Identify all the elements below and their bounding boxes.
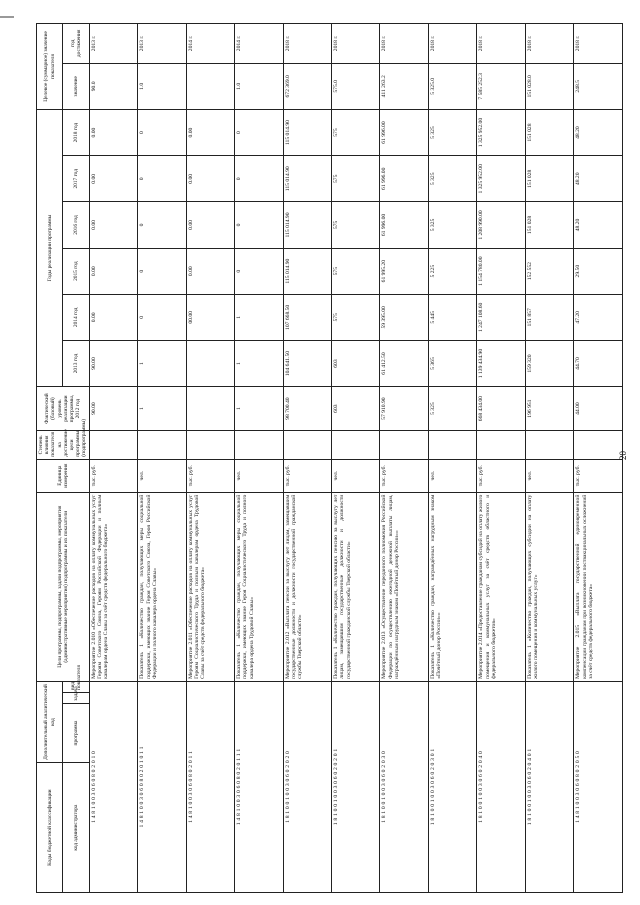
year-value-cell: 0.00 <box>89 109 137 155</box>
header-target-group: Целевое (суммарное) значение показателя <box>37 24 63 110</box>
measure-description-cell: Показатель 1 «Количество граждан, получающих меры социальной поддержки, имеющих звание Героя Социалистического Труда и полного кавалера ордена Трудовой Славы» <box>235 492 283 681</box>
classification-code-cell: 1 4 8 1 0 0 3 0 6 0 8 0 2 0 1 0 1 1 <box>138 681 186 892</box>
criticality-cell <box>138 431 186 460</box>
table-row <box>283 24 331 893</box>
header-row-1 <box>37 24 63 893</box>
header-task-col: задача <box>63 692 89 703</box>
measure-description-cell: Показатель 1 «Количество граждан, получающих меры социальной поддержки, имеющих звание Героя Советского Союза, Героя Российской Федерации и полного кавалера ордена Славы» <box>138 492 186 681</box>
unit-cell: тыс. руб. <box>477 459 525 492</box>
classification-code-cell: 1 4 8 1 0 0 3 0 6 0 8 0 2 0 1 1 <box>186 681 234 892</box>
measure-description-cell: Показатель 1 «Количество граждан, получающих пенсию за выслугу лет лицам, замещавшим государственные должности и должности государственной гражданской службы Тверской области» <box>331 492 379 681</box>
table-row <box>235 24 283 893</box>
year-value-cell: 152 552 <box>525 248 573 294</box>
header-codes: Коды бюджетной классификации <box>37 763 63 893</box>
year-value-cell: 575 <box>331 202 379 248</box>
year-value-cell: 115 014.90 <box>283 109 331 155</box>
header-years-group: Годы реализации программы <box>37 109 63 386</box>
target-value-cell <box>186 63 234 109</box>
year-value-cell: 575 <box>331 109 379 155</box>
baseline-cell <box>186 387 234 431</box>
target-year-cell: 2018 г. <box>380 24 428 64</box>
program-indicators-table <box>36 23 623 893</box>
year-value-cell: 61 996.00 <box>380 202 428 248</box>
header-criticality: Степень влияния показателя на достижение цели программы (подпрограммы) <box>37 431 90 460</box>
table-row <box>525 24 573 893</box>
target-value-cell: 151 028.0 <box>525 63 573 109</box>
target-value-cell: 1.0 <box>138 63 186 109</box>
table-row <box>89 24 137 893</box>
header-target-year: год достижения <box>63 24 89 64</box>
table-row <box>477 24 525 893</box>
header-year-2018: 2018 год <box>63 109 89 155</box>
target-year-cell: 2018 г. <box>477 24 525 64</box>
criticality-cell <box>89 431 137 460</box>
year-value-cell: 0 <box>138 248 186 294</box>
baseline-cell: 668 434.00 <box>477 387 525 431</box>
criticality-cell <box>477 431 525 460</box>
header-code-subcols <box>63 763 89 893</box>
year-value-cell: 159 320 <box>525 340 573 386</box>
header-year-2015: 2015 год <box>63 248 89 294</box>
table-row <box>428 24 476 893</box>
header-year-2017: 2017 год <box>63 156 89 202</box>
classification-code-cell: 1 8 1 0 0 1 0 0 3 0 6 0 2 0 3 0 1 <box>428 681 476 892</box>
classification-code-cell: 1 4 8 1 0 0 3 0 6 0 8 0 2 0 5 0 <box>574 681 623 892</box>
target-value-cell: 672 369.0 <box>283 63 331 109</box>
measure-description-cell: Мероприятие 2.010 «Обеспечение расходов на оплату коммунальных услуг Героям Советского Союза, Героям Российской Федерации и полным кавалерам ордена Славы за счёт средств федерального бюджета» <box>89 492 137 681</box>
page-number: 20 <box>618 451 628 460</box>
measure-description-cell: Мероприятие 2.011 «Обеспечение расходов на оплату коммунальных услуг Героям Социалистического Труда и полным кавалерам ордена Трудовой Славы за счёт средств федерального бюджета» <box>186 492 234 681</box>
classification-code-cell: 1 8 1 0 0 1 0 0 3 0 6 0 2 0 2 0 1 <box>331 681 379 892</box>
year-value-cell: 1 154 780.00 <box>477 248 525 294</box>
year-value-cell: 1 247 108.60 <box>477 294 525 340</box>
unit-cell: тыс. руб. <box>574 459 623 492</box>
year-value-cell: 61 412.50 <box>380 340 428 386</box>
criticality-cell <box>283 431 331 460</box>
year-value-cell: 29.50 <box>574 248 623 294</box>
target-year-cell: 2018 г. <box>331 24 379 64</box>
year-value-cell: 61 996.00 <box>380 109 428 155</box>
year-value-cell: 00.00 <box>186 294 234 340</box>
target-value-cell: 411 263.2 <box>380 63 428 109</box>
year-value-cell <box>186 340 234 386</box>
header-program-col: программа <box>63 703 89 762</box>
year-value-cell: 115 014.90 <box>283 156 331 202</box>
year-value-cell: 0.00 <box>186 156 234 202</box>
scan-edge-mark <box>0 16 14 18</box>
measure-description-cell: Мероприятие 2.014 «Предоставление гражданам субсидий на оплату жилого помещения и коммунальных услуг за счёт средств областного и федерального бюджетов» <box>477 492 525 681</box>
year-value-cell: 151 028 <box>525 109 573 155</box>
code-col-admin-label: код администратора <box>72 804 79 851</box>
year-value-cell: 151 028 <box>525 156 573 202</box>
baseline-cell: 5 325 <box>428 387 476 431</box>
unit-cell: чел. <box>138 459 186 492</box>
year-value-cell: 0 <box>138 294 186 340</box>
baseline-cell: 1 <box>138 387 186 431</box>
year-value-cell: 1 <box>235 294 283 340</box>
year-value-cell: 575 <box>331 156 379 202</box>
unit-cell: тыс. руб. <box>283 459 331 492</box>
measure-description-cell: Мероприятие 2.015 «Выплата государственной единовременной компенсации гражданам при возникновении поствакцинальных осложнений за счёт средств федерального бюджета» <box>574 492 623 681</box>
header-year-2016: 2016 год <box>63 202 89 248</box>
year-value-cell: 48.20 <box>574 156 623 202</box>
header-additional-code: Дополнительный аналитический код <box>37 681 63 762</box>
baseline-cell: 90.00 <box>89 387 137 431</box>
header-kind-col: вид показателя <box>63 681 89 692</box>
baseline-cell: 1 <box>235 387 283 431</box>
year-value-cell: 90.00 <box>89 340 137 386</box>
target-value-cell: 1.0 <box>235 63 283 109</box>
year-value-cell: 104 641.50 <box>283 340 331 386</box>
year-value-cell: 0.00 <box>89 156 137 202</box>
target-value-cell: 248.5 <box>574 63 623 109</box>
classification-code-cell: 1 4 8 1 0 0 3 0 6 0 8 0 2 0 1 1 1 <box>235 681 283 892</box>
year-value-cell: 0 <box>235 202 283 248</box>
year-value-cell: 5 325 <box>428 202 476 248</box>
year-value-cell: 603 <box>331 340 379 386</box>
target-value-cell: 5 325.0 <box>428 63 476 109</box>
baseline-cell: 196 951 <box>525 387 573 431</box>
year-value-cell: 5 325 <box>428 156 476 202</box>
unit-cell: чел. <box>525 459 573 492</box>
year-value-cell: 107 668.50 <box>283 294 331 340</box>
header-target-value: значение <box>63 63 89 109</box>
year-value-cell: 5 445 <box>428 294 476 340</box>
year-value-cell: 0 <box>138 156 186 202</box>
year-value-cell: 61 996.00 <box>380 156 428 202</box>
year-value-cell: 1 <box>235 340 283 386</box>
criticality-cell <box>186 431 234 460</box>
unit-cell: тыс. руб. <box>186 459 234 492</box>
criticality-cell <box>380 431 428 460</box>
table-row <box>380 24 428 893</box>
year-value-cell: 151 857 <box>525 294 573 340</box>
year-value-cell: 0 <box>235 156 283 202</box>
measure-description-cell: Показатель 1 «Количество граждан, награждённых нагрудным знаком «Почётный донор России»» <box>428 492 476 681</box>
year-value-cell: 61 995.20 <box>380 248 428 294</box>
header-unit: Единица измерения <box>37 459 90 492</box>
measure-description-cell: Показатель 1 «Количество граждан, получающих субсидии на оплату жилого помещения и коммунальных услуг» <box>525 492 573 681</box>
baseline-cell: 603 <box>331 387 379 431</box>
unit-cell: тыс. руб. <box>380 459 428 492</box>
criticality-cell <box>235 431 283 460</box>
year-value-cell: 1 325 952.00 <box>477 109 525 155</box>
target-year-cell: 2018 г. <box>525 24 573 64</box>
year-value-cell: 575 <box>331 294 379 340</box>
year-value-cell: 0.00 <box>89 248 137 294</box>
year-value-cell: 44.70 <box>574 340 623 386</box>
year-value-cell: 0 <box>235 109 283 155</box>
classification-code-cell: 1 8 1 0 0 1 0 0 3 0 6 0 2 0 3 0 <box>380 681 428 892</box>
year-value-cell: 48.20 <box>574 109 623 155</box>
table-row <box>186 24 234 893</box>
year-value-cell: 1 208 990.00 <box>477 202 525 248</box>
unit-cell: чел. <box>428 459 476 492</box>
table-row <box>138 24 186 893</box>
target-year-cell: 2014 г. <box>235 24 283 64</box>
year-value-cell: 0.00 <box>186 109 234 155</box>
table-row <box>574 24 623 893</box>
year-value-cell: 0.00 <box>186 248 234 294</box>
unit-cell: чел. <box>331 459 379 492</box>
baseline-cell: 57 910.90 <box>380 387 428 431</box>
year-value-cell: 0 <box>138 202 186 248</box>
year-value-cell: 5 225 <box>428 248 476 294</box>
classification-code-cell: 1 8 1 0 0 1 0 0 3 0 6 0 2 0 4 0 1 <box>525 681 573 892</box>
measure-description-cell: Мероприятие 2.012 «Выплата пенсии за выслугу лет лицам, замещавшим государственные должности и должности государственной гражданской службы Тверской области» <box>283 492 331 681</box>
header-year-2014: 2014 год <box>63 294 89 340</box>
year-value-cell: 47.20 <box>574 294 623 340</box>
target-year-cell: 2013 г. <box>138 24 186 64</box>
target-year-cell: 2014 г. <box>186 24 234 64</box>
year-value-cell: 151 028 <box>525 202 573 248</box>
target-value-cell: 7 585 252.3 <box>477 63 525 109</box>
criticality-cell <box>428 431 476 460</box>
header-goals: Цели программы, подпрограммы, задачи подпрограммы, мероприятия (административные мероприятия) подпрограммы и их показатели <box>37 492 90 681</box>
year-value-cell: 1 325 952.00 <box>477 156 525 202</box>
table-row <box>331 24 379 893</box>
table-body <box>89 24 622 893</box>
year-value-cell: 0 <box>138 109 186 155</box>
year-value-cell: 5 365 <box>428 340 476 386</box>
year-value-cell: 1 <box>138 340 186 386</box>
target-year-cell: 2018 г. <box>428 24 476 64</box>
classification-code-cell: 1 8 1 0 0 1 0 0 3 0 6 0 2 0 4 0 <box>477 681 525 892</box>
criticality-cell <box>574 431 623 460</box>
target-value-cell: 575.0 <box>331 63 379 109</box>
header-year-2013: 2013 год <box>63 340 89 386</box>
target-year-cell: 2018 г. <box>283 24 331 64</box>
target-year-cell: 2018 г. <box>574 24 623 64</box>
year-value-cell: 115 014.90 <box>283 202 331 248</box>
header-actual: Фактический (базовый) уровень реализации программы, 2012 год <box>37 387 90 431</box>
year-value-cell: 5 325 <box>428 109 476 155</box>
year-value-cell: 48.20 <box>574 202 623 248</box>
classification-code-cell: 1 8 1 0 0 1 0 0 3 0 6 0 2 0 2 0 <box>283 681 331 892</box>
target-year-cell: 2013 г. <box>89 24 137 64</box>
year-value-cell: 0.00 <box>89 294 137 340</box>
year-value-cell: 575 <box>331 248 379 294</box>
year-value-cell: 0.00 <box>186 202 234 248</box>
year-value-cell: 1 139 434.90 <box>477 340 525 386</box>
criticality-cell <box>525 431 573 460</box>
year-value-cell: 0.00 <box>89 202 137 248</box>
year-value-cell: 115 014.90 <box>283 248 331 294</box>
unit-cell: тыс. руб. <box>89 459 137 492</box>
baseline-cell: 98 700.40 <box>283 387 331 431</box>
baseline-cell: 44.00 <box>574 387 623 431</box>
measure-description-cell: Мероприятие 2.013 «Осуществление переданного полномочия Российской Федерации по осуществлению ежегодной денежной выплаты лицам, награждённым нагрудным знаком «Почётный донор России»» <box>380 492 428 681</box>
target-value-cell: 90.0 <box>89 63 137 109</box>
classification-code-cell: 1 4 8 1 0 0 3 0 6 0 8 0 2 0 1 0 <box>89 681 137 892</box>
criticality-cell <box>331 431 379 460</box>
year-value-cell: 0 <box>235 248 283 294</box>
unit-cell: чел. <box>235 459 283 492</box>
year-value-cell: 59 395.00 <box>380 294 428 340</box>
